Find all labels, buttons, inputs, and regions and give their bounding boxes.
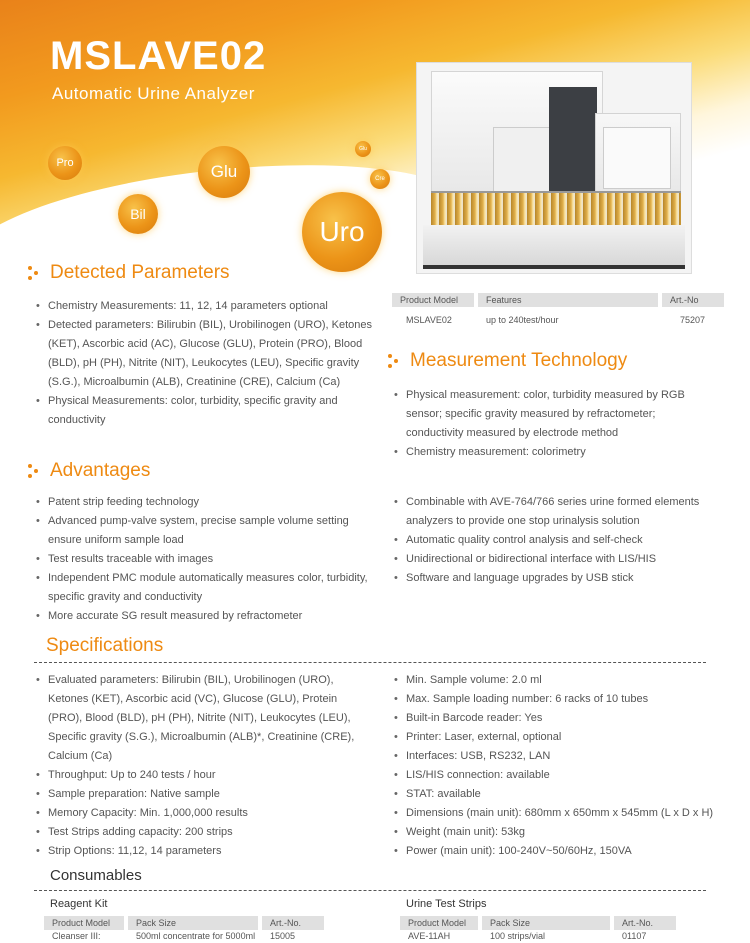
specifications-list-right (392, 671, 732, 861)
advantages-list-right (392, 493, 722, 588)
list-item: • Advanced pump-valve system, precise sample volume setting ensure uniform sample load (34, 512, 374, 550)
bubble-pro: Pro (48, 146, 82, 180)
advantages-title: Advantages (50, 460, 151, 481)
product-table-features: up to 240test/hour (486, 315, 559, 325)
list-item: • Test results traceable with images (34, 550, 374, 569)
bubble-cre: Cre (370, 169, 390, 189)
list-item: • Independent PMC module automatically measures color, turbidity, specific gravity and conductivity (34, 569, 374, 607)
consumables-heading: Consumables (50, 867, 142, 884)
list-item: • Max. Sample loading number: 6 racks of 10 tubes (392, 690, 732, 709)
bubble-glu-small: Glu (355, 141, 371, 157)
list-item: • Unidirectional or bidirectional interface with LIS/HIS (392, 550, 722, 569)
bubble-bil: Bil (118, 194, 158, 234)
list-item: • Evaluated parameters: Bilirubin (BIL), Urobilinogen (URO), Ketones (KET), Ascorbic acid (VC), Glucose (GLU), Protein (PRO), Blood (BLD), pH (PH), Nitrite (NIT), Leukocytes (LEU), Specific gravity (S.G.), Microalbumin (ALB)*, Creatinine (CRE), Calcium (Ca) (34, 671, 374, 766)
list-item: • Power (main unit): 100-240V~50/60Hz, 150VA (392, 842, 732, 861)
list-item: • Physical Measurements: color, turbidity, specific gravity and conductivity (34, 392, 374, 430)
strips-header-model: Product Model (400, 916, 478, 930)
detected-parameters-list (34, 297, 374, 430)
analyzer-image (416, 62, 692, 274)
list-item: • Strip Options: 11,12, 14 parameters (34, 842, 374, 861)
reagent-header-pack: Pack Size (128, 916, 258, 930)
list-item: • Throughput: Up to 240 tests / hour (34, 766, 374, 785)
analyzer-left-panel (493, 127, 551, 199)
sample-rack (431, 191, 681, 227)
list-item: • Memory Capacity: Min. 1,000,000 results (34, 804, 374, 823)
urine-test-strips-title: Urine Test Strips (406, 898, 487, 910)
list-item: • Printer: Laser, external, optional (392, 728, 732, 747)
list-item: • Weight (main unit): 53kg (392, 823, 732, 842)
reagent-kit-title: Reagent Kit (50, 898, 108, 910)
consumables-divider (34, 890, 706, 891)
measurement-technology-list (392, 386, 712, 462)
product-table (392, 293, 728, 327)
list-item: • Chemistry Measurements: 11, 12, 14 parameters optional (34, 297, 374, 316)
list-item: • Min. Sample volume: 2.0 ml (392, 671, 732, 690)
strips-pack: 100 strips/vial (490, 931, 546, 941)
specifications-heading: Specifications (46, 635, 164, 656)
strips-header-artno: Art.-No. (614, 916, 676, 930)
product-table-model: MSLAVE02 (406, 315, 452, 325)
list-item: • Interfaces: USB, RS232, LAN (392, 747, 732, 766)
product-subtitle: Automatic Urine Analyzer (52, 84, 255, 103)
detected-parameters-title: Detected Parameters (50, 262, 230, 283)
reagent-kit-table (44, 916, 328, 943)
strips-model: AVE-11AH (408, 931, 451, 941)
advantages-heading (28, 460, 150, 482)
list-item: • Chemistry measurement: colorimetry (392, 443, 712, 462)
measurement-technology-heading (388, 350, 627, 372)
bubble-glu: Glu (198, 146, 250, 198)
list-item: • Combinable with AVE-764/766 series urine formed elements analyzers to provide one stop urinalysis solution (392, 493, 722, 531)
reagent-artno: 15005 (270, 931, 296, 941)
measurement-technology-title: Measurement Technology (410, 350, 628, 371)
product-table-header-artno: Art.-No (662, 293, 724, 307)
heading-dots-icon (388, 354, 402, 368)
list-item: • LIS/HIS connection: available (392, 766, 732, 785)
analyzer-side-panel (603, 127, 671, 189)
heading-dots-icon (28, 266, 42, 280)
reagent-pack: 500ml concentrate for 5000ml (136, 931, 256, 941)
reagent-model: Cleanser III: (52, 931, 101, 941)
list-item: • STAT: available (392, 785, 732, 804)
list-item: • Test Strips adding capacity: 200 strips (34, 823, 374, 842)
detected-parameters-heading (28, 262, 230, 284)
product-table-header-model: Product Model (392, 293, 474, 307)
advantages-list-left (34, 493, 374, 626)
urine-test-strips-table (400, 916, 680, 943)
bubble-uro: Uro (302, 192, 382, 272)
strips-artno: 01107 (622, 931, 647, 941)
specifications-divider (34, 662, 706, 663)
heading-dots-icon (28, 464, 42, 478)
list-item: • Automatic quality control analysis and self-check (392, 531, 722, 550)
strips-header-pack: Pack Size (482, 916, 610, 930)
list-item: • Dimensions (main unit): 680mm x 650mm x 545mm (L x D x H) (392, 804, 732, 823)
list-item: • More accurate SG result measured by refractometer (34, 607, 374, 626)
list-item: • Patent strip feeding technology (34, 493, 374, 512)
specifications-list-left (34, 671, 374, 861)
list-item: • Built-in Barcode reader: Yes (392, 709, 732, 728)
reagent-header-artno: Art.-No. (262, 916, 324, 930)
list-item: • Sample preparation: Native sample (34, 785, 374, 804)
analyzer-base (423, 225, 685, 269)
product-title: MSLAVE02 (50, 34, 267, 78)
list-item: • Physical measurement: color, turbidity measured by RGB sensor; specific gravity measured by refractometer; conductivity measured by electrode method (392, 386, 712, 443)
product-table-artno: 75207 (680, 315, 706, 325)
product-table-header-features: Features (478, 293, 658, 307)
list-item: • Detected parameters: Bilirubin (BIL), Urobilinogen (URO), Ketones (KET), Ascorbic acid (AC), Glucose (GLU), Protein (PRO), Blood (BLD), pH (PH), Nitrite (NIT), Leukocytes (LEU), Specific gravity (S.G.), Microalbumin (ALB), Creatinine (CRE), Calcium (Ca) (34, 316, 374, 392)
reagent-header-model: Product Model (44, 916, 124, 930)
list-item: • Software and language upgrades by USB stick (392, 569, 722, 588)
